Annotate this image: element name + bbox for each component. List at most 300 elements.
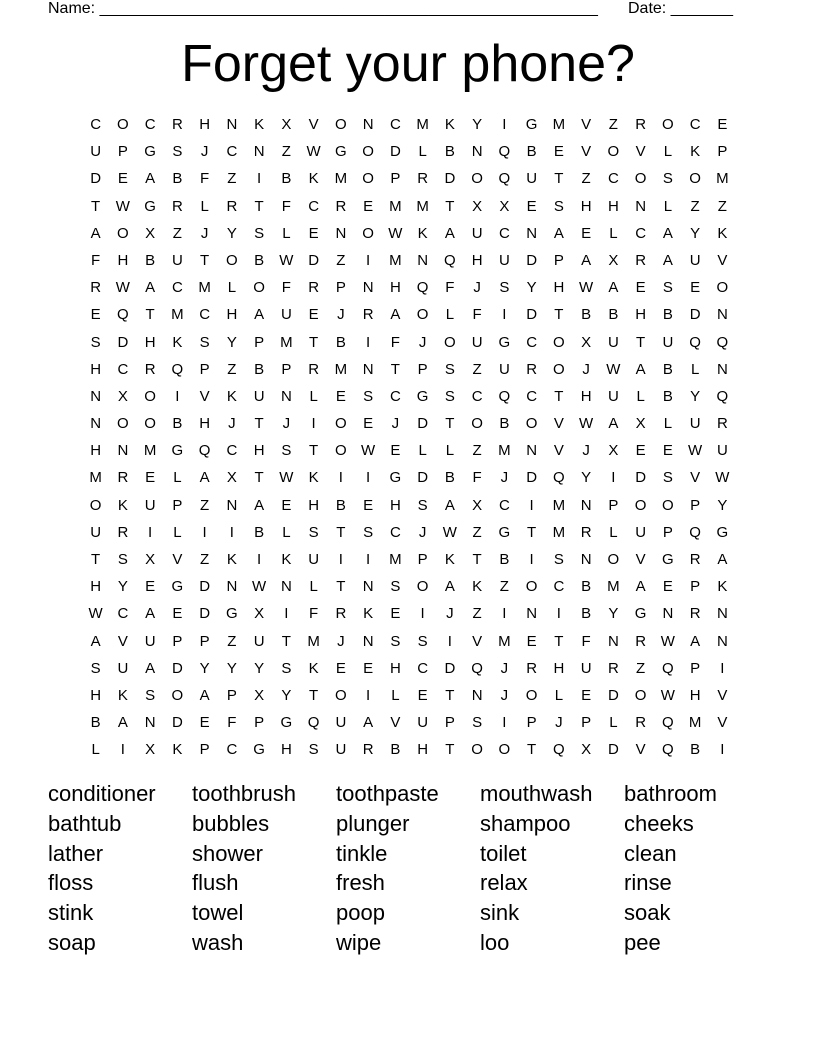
grid-letter: C	[389, 116, 401, 133]
grid-letter: N	[716, 306, 728, 324]
grid-letter: L	[418, 442, 427, 460]
grid-letter: M	[307, 632, 320, 650]
grid-letter: E	[662, 442, 673, 460]
grid-letter: H	[144, 333, 156, 351]
grid-letter: M	[198, 279, 211, 297]
grid-letter: J	[418, 523, 427, 541]
grid-letter: Q	[662, 741, 674, 759]
grid-letter: I	[338, 551, 343, 568]
grid-letter: R	[635, 714, 647, 732]
grid-letter: S	[90, 659, 101, 677]
word-bank-item: poop	[336, 900, 385, 926]
grid-letter: E	[199, 714, 210, 732]
grid-letter: H	[607, 197, 619, 215]
grid-letter: L	[200, 197, 209, 215]
grid-letter: L	[91, 741, 100, 759]
grid-letter: R	[362, 741, 374, 759]
grid-letter: K	[308, 170, 319, 188]
grid-letter: I	[229, 523, 234, 541]
grid-letter: D	[526, 306, 538, 324]
grid-row	[82, 193, 736, 220]
grid-letter: I	[502, 116, 507, 133]
grid-letter: O	[471, 415, 483, 433]
grid-letter: O	[662, 116, 674, 133]
grid-letter: K	[717, 224, 728, 242]
grid-letter: Y	[226, 659, 237, 677]
grid-letter: Z	[200, 496, 210, 514]
grid-letter: G	[226, 605, 238, 623]
grid-letter: V	[199, 387, 210, 405]
grid-letter: R	[526, 360, 538, 378]
grid-letter: V	[717, 714, 728, 732]
grid-letter: O	[471, 741, 483, 759]
grid-letter: P	[390, 170, 401, 188]
grid-letter: N	[144, 714, 156, 732]
grid-letter: T	[254, 415, 264, 433]
grid-letter: L	[663, 143, 673, 161]
grid-letter: M	[416, 197, 429, 215]
grid-letter: C	[226, 143, 238, 161]
grid-letter: T	[254, 197, 264, 215]
grid-letter: N	[226, 496, 238, 514]
grid-row	[82, 628, 736, 655]
grid-letter: B	[444, 143, 455, 161]
grid-letter: Z	[690, 197, 700, 215]
grid-letter: S	[444, 387, 455, 405]
grid-letter: R	[226, 197, 238, 215]
grid-letter: J	[500, 469, 509, 487]
grid-letter: F	[445, 279, 455, 297]
grid-letter: G	[144, 197, 156, 215]
grid-letter: W	[660, 686, 675, 704]
grid-letter: S	[553, 551, 564, 568]
grid-letter: C	[607, 170, 619, 188]
grid-letter: D	[417, 469, 429, 487]
grid-letter: I	[257, 170, 262, 188]
grid-letter: S	[390, 578, 401, 596]
grid-letter: S	[117, 551, 128, 568]
grid-letter: H	[580, 387, 592, 405]
grid-letter: D	[526, 469, 538, 487]
grid-letter: A	[199, 469, 210, 487]
grid-letter: E	[581, 686, 592, 704]
grid-letter: Q	[498, 143, 511, 161]
grid-letter: A	[145, 279, 156, 297]
grid-letter: I	[447, 632, 452, 650]
grid-letter: E	[390, 442, 401, 460]
grid-letter: I	[366, 251, 371, 269]
word-bank-item: loo	[480, 929, 510, 955]
grid-letter: H	[90, 686, 102, 704]
grid-letter: N	[90, 415, 102, 433]
word-bank-item: stink	[48, 900, 94, 926]
grid-letter: B	[335, 496, 346, 514]
grid-letter: O	[525, 578, 538, 596]
word-bank-item: soap	[48, 929, 96, 955]
grid-letter: X	[608, 251, 619, 269]
grid-letter: D	[444, 659, 456, 677]
grid-letter: R	[362, 306, 374, 324]
grid-letter: I	[502, 306, 507, 324]
grid-letter: E	[417, 686, 428, 704]
grid-letter: G	[498, 523, 511, 541]
grid-letter: M	[688, 714, 702, 732]
word-bank-item: plunger	[336, 810, 410, 836]
grid-letter: Z	[472, 605, 482, 623]
grid-letter: C	[526, 333, 538, 351]
grid-letter: S	[444, 360, 455, 378]
grid-letter: F	[472, 469, 482, 487]
grid-letter: U	[471, 333, 483, 351]
grid-letter: J	[582, 360, 590, 378]
grid-letter: P	[581, 714, 592, 732]
grid-letter: B	[581, 578, 592, 596]
grid-letter: B	[145, 251, 156, 269]
grid-letter: M	[89, 469, 102, 487]
grid-letter: A	[635, 360, 646, 378]
grid-letter: V	[472, 632, 483, 650]
grid-letter: C	[117, 605, 129, 623]
grid-letter: I	[366, 469, 371, 487]
grid-letter: M	[389, 551, 402, 568]
grid-letter: Q	[198, 442, 211, 460]
grid-letter: J	[582, 442, 590, 460]
grid-letter: H	[580, 197, 592, 215]
grid-row	[82, 220, 736, 247]
grid-letter: B	[281, 170, 292, 188]
grid-letter: Q	[662, 714, 674, 732]
grid-letter: O	[471, 170, 483, 188]
grid-letter: S	[662, 170, 673, 188]
grid-letter: Q	[307, 714, 320, 732]
grid-letter: O	[171, 686, 184, 704]
grid-letter: B	[499, 415, 510, 433]
grid-letter: Z	[472, 360, 482, 378]
grid-letter: E	[335, 659, 346, 677]
word-bank-item: toilet	[480, 840, 527, 866]
grid-letter: Q	[471, 659, 483, 677]
grid-letter: R	[689, 605, 701, 623]
grid-letter: Z	[636, 659, 646, 677]
grid-letter: A	[199, 686, 210, 704]
word-bank-item: flush	[192, 870, 239, 896]
grid-letter: T	[336, 523, 346, 541]
grid-letter: U	[662, 333, 674, 351]
grid-letter: N	[362, 116, 374, 133]
grid-letter: H	[280, 741, 292, 759]
grid-letter: R	[171, 197, 183, 215]
grid-letter: S	[662, 469, 673, 487]
grid-letter: E	[526, 197, 537, 215]
grid-letter: E	[717, 116, 728, 133]
grid-letter: O	[362, 224, 374, 242]
grid-row	[82, 573, 736, 600]
grid-letter: B	[254, 360, 265, 378]
grid-letter: P	[526, 714, 537, 732]
grid-letter: D	[417, 415, 429, 433]
grid-letter: T	[554, 306, 564, 324]
word-bank-item: towel	[192, 900, 244, 926]
grid-letter: K	[363, 605, 374, 623]
grid-letter: M	[280, 333, 293, 351]
grid-letter: M	[552, 116, 566, 133]
grid-letter: N	[280, 578, 292, 596]
grid-letter: I	[148, 523, 153, 541]
grid-letter: O	[498, 741, 511, 759]
grid-letter: G	[280, 714, 293, 732]
word-bank-item: soak	[624, 900, 671, 926]
grid-letter: B	[90, 714, 101, 732]
grid-letter: F	[309, 605, 319, 623]
grid-letter: R	[526, 659, 538, 677]
grid-letter: O	[444, 333, 456, 351]
grid-letter: U	[689, 251, 701, 269]
grid-letter: V	[308, 116, 319, 133]
grid-letter: B	[662, 387, 673, 405]
grid-letter: F	[91, 251, 101, 269]
grid-letter: A	[444, 578, 455, 596]
grid-row	[82, 111, 736, 138]
grid-letter: Z	[200, 551, 210, 568]
grid-letter: Z	[472, 442, 482, 460]
grid-letter: N	[716, 360, 728, 378]
grid-letter: T	[309, 442, 319, 460]
grid-letter: J	[473, 279, 481, 297]
grid-letter: I	[120, 741, 125, 759]
grid-letter: P	[226, 686, 237, 704]
grid-letter: B	[444, 469, 455, 487]
grid-letter: R	[90, 279, 102, 297]
grid-letter: N	[362, 360, 374, 378]
grid-letter: Q	[498, 387, 511, 405]
grid-letter: L	[391, 686, 400, 704]
grid-letter: C	[417, 659, 429, 677]
grid-letter: S	[499, 279, 510, 297]
grid-letter: D	[199, 578, 211, 596]
word-bank-item: wash	[192, 929, 244, 955]
grid-row	[82, 464, 736, 491]
grid-letter: X	[117, 387, 128, 405]
grid-letter: S	[363, 523, 374, 541]
grid-letter: V	[690, 469, 701, 487]
grid-row	[82, 410, 736, 437]
grid-letter: H	[117, 251, 129, 269]
grid-letter: N	[362, 578, 374, 596]
grid-letter: P	[199, 632, 210, 650]
grid-letter: N	[526, 442, 538, 460]
grid-letter: S	[390, 632, 401, 650]
grid-letter: Y	[690, 224, 701, 242]
grid-letter: Y	[199, 659, 210, 677]
grid-letter: T	[636, 333, 646, 351]
grid-letter: U	[716, 442, 728, 460]
grid-letter: S	[281, 442, 292, 460]
grid-letter: Q	[444, 251, 456, 269]
grid-row	[82, 736, 736, 763]
grid-letter: N	[471, 143, 483, 161]
grid-letter: S	[90, 333, 101, 351]
grid-letter: P	[553, 251, 564, 269]
grid-letter: T	[445, 686, 455, 704]
grid-letter: V	[581, 116, 592, 133]
grid-letter: V	[117, 632, 128, 650]
grid-letter: R	[607, 659, 619, 677]
grid-letter: V	[553, 442, 564, 460]
grid-letter: J	[446, 605, 454, 623]
grid-letter: P	[717, 143, 728, 161]
grid-letter: I	[502, 605, 507, 623]
grid-letter: M	[607, 578, 620, 596]
grid-letter: Y	[526, 279, 537, 297]
grid-letter: B	[254, 251, 265, 269]
grid-letter: S	[172, 143, 183, 161]
grid-letter: U	[144, 632, 156, 650]
grid-letter: Y	[117, 578, 128, 596]
grid-row	[82, 329, 736, 356]
grid-letter: B	[499, 551, 510, 568]
grid-row	[82, 655, 736, 682]
grid-letter: P	[281, 360, 292, 378]
grid-letter: R	[335, 197, 347, 215]
grid-letter: E	[145, 469, 156, 487]
grid-letter: P	[172, 496, 183, 514]
grid-letter: I	[175, 387, 180, 405]
grid-letter: G	[416, 387, 429, 405]
grid-letter: U	[280, 306, 292, 324]
grid-letter: G	[498, 333, 511, 351]
grid-letter: S	[145, 686, 156, 704]
grid-letter: O	[662, 496, 674, 514]
grid-letter: L	[554, 686, 564, 704]
grid-letter: V	[390, 714, 401, 732]
grid-letter: Y	[581, 469, 592, 487]
grid-letter: R	[635, 632, 647, 650]
grid-letter: C	[389, 387, 401, 405]
grid-letter: G	[389, 469, 402, 487]
grid-letter: Z	[581, 170, 591, 188]
grid-letter: M	[389, 251, 402, 269]
grid-row	[82, 165, 736, 192]
grid-letter: N	[417, 251, 429, 269]
grid-letter: D	[635, 469, 647, 487]
word-bank-item: shower	[192, 840, 263, 866]
grid-letter: U	[144, 496, 156, 514]
grid-letter: T	[445, 741, 455, 759]
grid-letter: W	[279, 251, 294, 269]
grid-letter: K	[717, 578, 728, 596]
grid-letter: H	[471, 251, 483, 269]
grid-letter: Y	[254, 659, 265, 677]
grid-letter: L	[636, 387, 645, 405]
grid-letter: V	[635, 741, 646, 759]
word-bank-item: floss	[48, 870, 94, 896]
grid-letter: E	[553, 143, 564, 161]
grid-row	[82, 600, 736, 627]
grid-letter: R	[171, 116, 183, 133]
grid-letter: W	[88, 605, 103, 623]
grid-letter: U	[471, 224, 483, 242]
grid-letter: Z	[472, 523, 482, 541]
grid-letter: C	[171, 279, 183, 297]
grid-letter: G	[253, 741, 265, 759]
grid-letter: T	[554, 632, 564, 650]
grid-letter: A	[363, 714, 374, 732]
grid-letter: I	[556, 605, 561, 623]
grid-letter: N	[226, 578, 238, 596]
grid-letter: T	[281, 632, 291, 650]
grid-letter: B	[254, 523, 265, 541]
grid-letter: C	[226, 741, 238, 759]
grid-letter: L	[609, 224, 618, 242]
word-bank-item: clean	[624, 840, 677, 866]
grid-letter: T	[91, 197, 101, 215]
grid-letter: M	[334, 360, 348, 378]
grid-letter: T	[390, 360, 400, 378]
grid-letter: X	[281, 116, 292, 133]
grid-letter: O	[253, 279, 265, 297]
grid-letter: W	[115, 279, 130, 297]
word-bank-item: cheeks	[624, 810, 694, 836]
grid-letter: P	[690, 496, 701, 514]
grid-letter: Q	[716, 333, 729, 351]
grid-letter: B	[690, 741, 701, 759]
grid-letter: C	[498, 496, 510, 514]
word-bank-item: bubbles	[192, 810, 270, 836]
grid-letter: X	[608, 442, 619, 460]
grid-letter: A	[254, 306, 265, 324]
word-bank-item: rinse	[624, 870, 672, 896]
word-bank-item: shampoo	[480, 810, 571, 836]
grid-letter: H	[226, 306, 238, 324]
grid-letter: G	[144, 143, 156, 161]
word-bank-item: bathroom	[624, 781, 717, 806]
grid-letter: W	[606, 360, 621, 378]
grid-letter: I	[202, 523, 207, 541]
grid-letter: O	[89, 496, 102, 514]
grid-letter: X	[472, 496, 483, 514]
grid-letter: Q	[498, 170, 511, 188]
grid-letter: G	[634, 605, 647, 623]
grid-letter: K	[281, 551, 292, 568]
grid-letter: E	[308, 224, 319, 242]
grid-letter: A	[553, 224, 564, 242]
grid-letter: E	[363, 415, 374, 433]
grid-letter: U	[580, 659, 592, 677]
grid-letter: K	[172, 741, 183, 759]
grid-letter: A	[145, 659, 156, 677]
grid-letter: I	[529, 551, 534, 568]
grid-letter: V	[581, 143, 592, 161]
grid-letter: D	[199, 605, 211, 623]
grid-letter: D	[90, 170, 102, 188]
grid-letter: W	[688, 442, 703, 460]
grid-letter: Y	[608, 605, 619, 623]
grid-letter: H	[90, 578, 102, 596]
grid-letter: B	[662, 360, 673, 378]
grid-letter: C	[226, 442, 238, 460]
grid-letter: D	[117, 333, 129, 351]
grid-letter: M	[171, 306, 184, 324]
grid-letter: H	[199, 116, 211, 133]
grid-letter: O	[607, 551, 620, 568]
grid-letter: A	[145, 170, 156, 188]
grid-row	[82, 356, 736, 383]
grid-letter: U	[498, 360, 510, 378]
grid-letter: S	[662, 279, 673, 297]
grid-row	[82, 383, 736, 410]
grid-letter: T	[445, 197, 455, 215]
grid-letter: E	[308, 306, 319, 324]
